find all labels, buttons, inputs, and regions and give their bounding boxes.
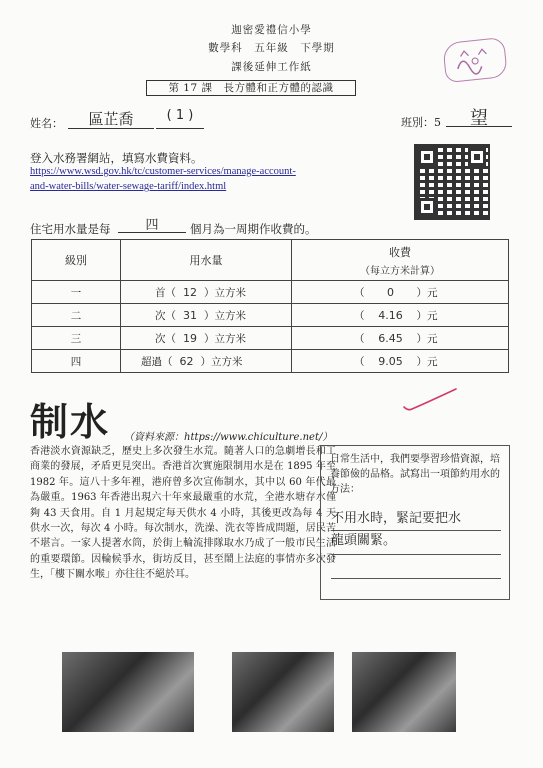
answer-rule <box>331 530 501 531</box>
qr-code-icon[interactable] <box>414 144 490 220</box>
fee-amount[interactable]: 0 <box>387 285 394 299</box>
table-row <box>32 281 509 304</box>
historical-photo-2 <box>232 652 334 732</box>
fee-cell: （ 6.45 ）元 <box>292 327 509 350</box>
name-label: 姓名： <box>30 117 63 130</box>
col-fee-sub: （每立方米計算） <box>360 265 440 277</box>
fee-currency: 元 <box>427 355 438 368</box>
tariff-link-line1[interactable]: https://www.wsd.gov.hk/tc/customer-services/manage-account- <box>30 166 296 177</box>
table-row <box>32 350 509 373</box>
usage-prefix: 首 <box>155 286 166 299</box>
historical-photo-1 <box>62 652 194 732</box>
stamp-icon <box>443 38 507 82</box>
reflection-box <box>320 445 510 600</box>
fee-amount[interactable]: 4.16 <box>378 308 403 322</box>
period-field[interactable]: 四 <box>118 214 186 233</box>
fee-amount[interactable]: 9.05 <box>378 354 403 368</box>
answer-line-2: 龍頭關緊。 <box>331 533 397 548</box>
water-fee-table <box>31 239 509 373</box>
tariff-link-line2[interactable]: and-water-bills/water-sewage-tariff/index.html <box>30 181 227 192</box>
period-suffix: 個月為一周期作收費的。 <box>190 222 317 236</box>
usage-cell: 超過（ 62 ）立方米 <box>121 350 292 373</box>
fee-currency: 元 <box>427 332 438 345</box>
usage-cell: 次（ 31 ）立方米 <box>121 304 292 327</box>
fee-cell: （ 9.05 ）元 <box>292 350 509 373</box>
fee-currency: 元 <box>427 309 438 322</box>
usage-unit: 立方米 <box>214 286 246 299</box>
tier-cell: 三 <box>32 327 121 350</box>
article-body: 香港淡水資源缺乏，歷史上多次發生水荒。隨著人口的急劇增長和工商業的發展，矛盾更見突出。香港首次實施限制用水是在 1895 年至 1982 年。這八十多年裡，港府曾多次宣佈制水，其中以 60 年代最為嚴重。1963 年香港出現六十年來最嚴重的水荒，全港水塘存水僅夠 43 天食用。自 1 月起規定每天供水 4 小時，其後更改為每 4 天供水一次，每次 4 小時。每次制水，洗澡、洗衣等皆成問題，居民苦不堪言。一家人提著水筒，於街上輪流排隊取水乃成了一般市民生活的重要環節。因輪候爭水，街坊反目，甚至鬧上法庭的事情亦多次發生，「樓下關水喉」亦往往不絕於耳。 <box>30 446 336 581</box>
col-usage: 用水量 <box>121 240 292 281</box>
usage-amount[interactable]: 19 <box>183 331 197 345</box>
table-header-row <box>32 240 509 281</box>
reflection-question: 日常生活中，我們要學習珍惜資源，培養節儉的品格。試寫出一項節約用水的方法： <box>330 454 500 495</box>
teacher-stamp <box>442 37 508 83</box>
number-field[interactable]: ( 1 ) <box>156 108 204 129</box>
col-tier: 級別 <box>32 240 121 281</box>
usage-cell: 次（ 19 ）立方米 <box>121 327 292 350</box>
col-fee <box>292 240 509 281</box>
lesson-title: 第 17 課 長方體和正方體的認識 <box>146 80 356 96</box>
instruction-text: 登入水務署網站，填寫水費資料。 <box>30 151 203 165</box>
usage-unit: 立方米 <box>214 309 246 322</box>
usage-amount[interactable]: 31 <box>183 308 197 322</box>
usage-unit: 立方米 <box>214 332 246 345</box>
tier-cell: 一 <box>32 281 121 304</box>
fee-amount[interactable]: 6.45 <box>378 331 403 345</box>
usage-amount[interactable]: 62 <box>179 354 194 368</box>
fee-cell: （ 4.16 ）元 <box>292 304 509 327</box>
table-row <box>32 327 509 350</box>
usage-prefix: 次 <box>155 309 166 322</box>
usage-cell: 首（ 12 ）立方米 <box>121 281 292 304</box>
subject-line: 數學科 五年級 下學期 <box>208 42 335 54</box>
fee-currency: 元 <box>427 286 438 299</box>
col-fee-title: 收費 <box>389 245 411 259</box>
name-field[interactable]: 區芷喬 <box>68 108 154 129</box>
answer-rule <box>331 578 501 579</box>
worksheet-title: 課後延伸工作紙 <box>231 61 312 73</box>
school-name: 迦密愛禮信小學 <box>231 24 312 36</box>
usage-prefix: 超過 <box>141 355 162 368</box>
usage-unit: 立方米 <box>211 355 243 368</box>
historical-photo-3 <box>352 652 456 732</box>
table-row <box>32 304 509 327</box>
fee-cell: （ 0 ）元 <box>292 281 509 304</box>
check-mark-icon <box>400 385 460 417</box>
usage-prefix: 次 <box>155 332 166 345</box>
usage-amount[interactable]: 12 <box>183 285 197 299</box>
article-title: 制水 <box>30 399 111 444</box>
period-prefix: 住宅用水量是每 <box>30 222 111 236</box>
class-field[interactable]: 望 <box>446 104 512 127</box>
class-label: 班別：5 <box>401 116 441 129</box>
tier-cell: 二 <box>32 304 121 327</box>
article-source[interactable]: （資料來源：https://www.chiculture.net/） <box>124 432 333 443</box>
tier-cell: 四 <box>32 350 121 373</box>
answer-rule <box>331 554 501 555</box>
answer-line-1: 不用水時，緊記要把水 <box>331 511 462 526</box>
